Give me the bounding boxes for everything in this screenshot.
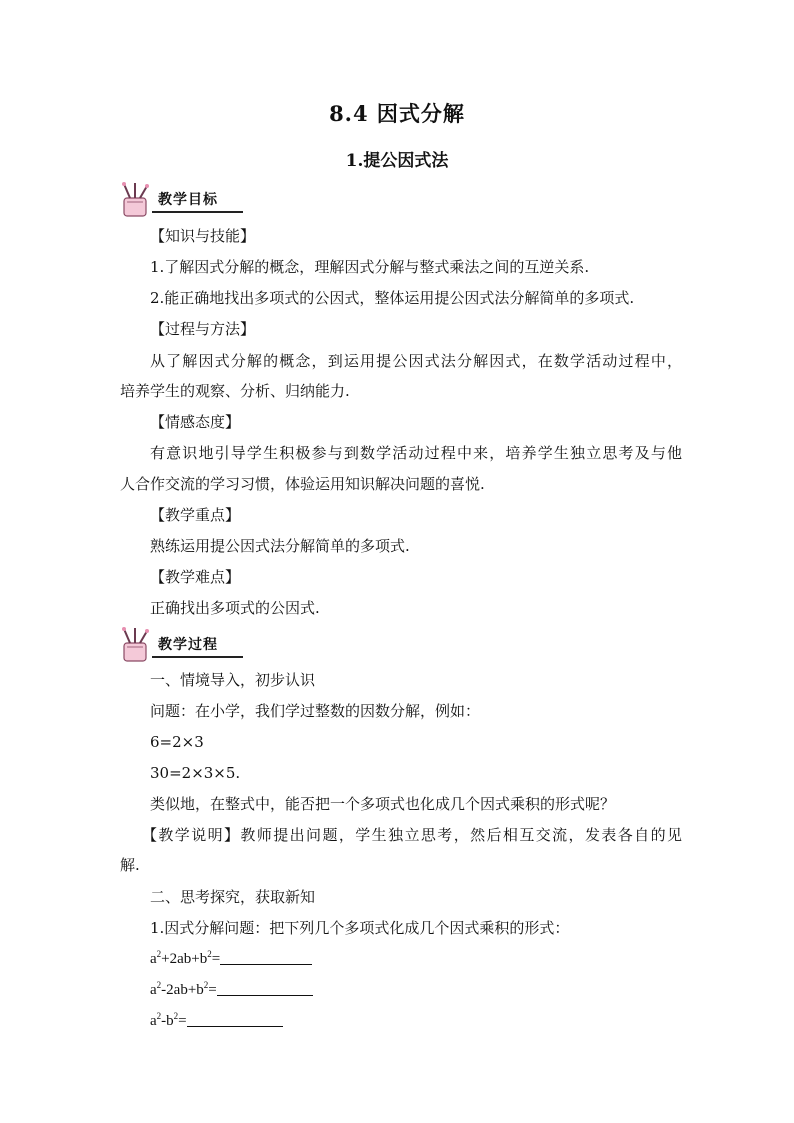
difficulty-text: 正确找出多项式的公因式. bbox=[150, 599, 320, 617]
page-title: 8.4 因式分解 bbox=[329, 101, 465, 126]
exponent: 2 bbox=[173, 1011, 179, 1021]
process-banner bbox=[118, 625, 243, 665]
objectives-banner bbox=[118, 180, 243, 220]
exponent: 2 bbox=[156, 949, 162, 959]
exponent: 2 bbox=[156, 1011, 162, 1021]
attitude-text-line-2: 人合作交流的学习习惯，体验运用知识解决问题的喜悦. bbox=[120, 475, 485, 493]
banner-underline bbox=[152, 211, 243, 213]
example-2: 30=2×3×5. bbox=[150, 764, 241, 782]
pencil-cup-icon bbox=[118, 180, 158, 220]
knowledge-item-2: 2.能正确地找出多项式的公因式，整体运用提公因式法分解简单的多项式. bbox=[150, 289, 635, 307]
difficulty-heading: 【教学难点】 bbox=[150, 568, 241, 586]
attitude-heading: 【情感态度】 bbox=[150, 413, 241, 431]
exercise-1 bbox=[150, 949, 682, 969]
teaching-note-line-2: 解. bbox=[120, 856, 140, 874]
objectives-banner-label: 教学目标 bbox=[158, 192, 218, 208]
exercise-term: a bbox=[150, 951, 157, 967]
question-text: 问题：在小学，我们学过整数的因数分解，例如： bbox=[150, 702, 481, 720]
equals-sign: = bbox=[208, 982, 217, 998]
exponent: 2 bbox=[203, 980, 209, 990]
answer-blank[interactable] bbox=[187, 1012, 283, 1027]
banner-underline bbox=[152, 656, 243, 658]
method-heading: 【过程与方法】 bbox=[150, 320, 256, 338]
exercise-term: +2ab+b bbox=[161, 951, 208, 967]
pencil-cup-icon bbox=[118, 625, 158, 665]
section-1-title: 一、情境导入，初步认识 bbox=[150, 671, 316, 689]
exercise-term: -2ab+b bbox=[161, 982, 204, 998]
equals-sign: = bbox=[211, 951, 221, 967]
exercise-term: -b bbox=[161, 1013, 174, 1029]
exercise-term: a bbox=[150, 982, 157, 998]
example-1: 6=2×3 bbox=[150, 733, 204, 751]
teaching-note-line-1: 【教学说明】教师提出问题，学生独立思考，然后相互交流，发表各自的见 bbox=[142, 826, 682, 844]
section-2-title: 二、思考探究，获取新知 bbox=[150, 888, 316, 906]
knowledge-item-1: 1.了解因式分解的概念，理解因式分解与整式乘法之间的互逆关系. bbox=[150, 258, 590, 276]
equals-sign: = bbox=[178, 1013, 187, 1029]
exercise-term: a bbox=[150, 1013, 157, 1029]
key-point-heading: 【教学重点】 bbox=[150, 506, 241, 524]
problem-1-text: 1.因式分解问题：把下列几个多项式化成几个因式乘积的形式： bbox=[150, 919, 570, 937]
attitude-text-line-1: 有意识地引导学生积极参与到数学活动过程中来，培养学生独立思考及与他 bbox=[150, 444, 682, 462]
analogy-text: 类似地，在整式中，能否把一个多项式也化成几个因式乘积的形式呢？ bbox=[150, 795, 616, 813]
answer-blank[interactable] bbox=[217, 981, 313, 996]
knowledge-heading: 【知识与技能】 bbox=[150, 227, 256, 245]
method-text-line-1: 从了解因式分解的概念，到运用提公因式法分解因式，在数学活动过程中， bbox=[150, 352, 682, 370]
answer-blank[interactable] bbox=[220, 950, 312, 965]
exercise-2 bbox=[150, 980, 682, 1000]
key-point-text: 熟练运用提公因式法分解简单的多项式. bbox=[150, 537, 410, 555]
exponent: 2 bbox=[156, 980, 162, 990]
exercise-3 bbox=[150, 1011, 682, 1031]
exponent: 2 bbox=[207, 949, 212, 959]
method-text-line-2: 培养学生的观察、分析、归纳能力. bbox=[120, 382, 350, 400]
process-banner-label: 教学过程 bbox=[158, 637, 218, 653]
section-subtitle: 1.提公因式法 bbox=[345, 151, 449, 171]
